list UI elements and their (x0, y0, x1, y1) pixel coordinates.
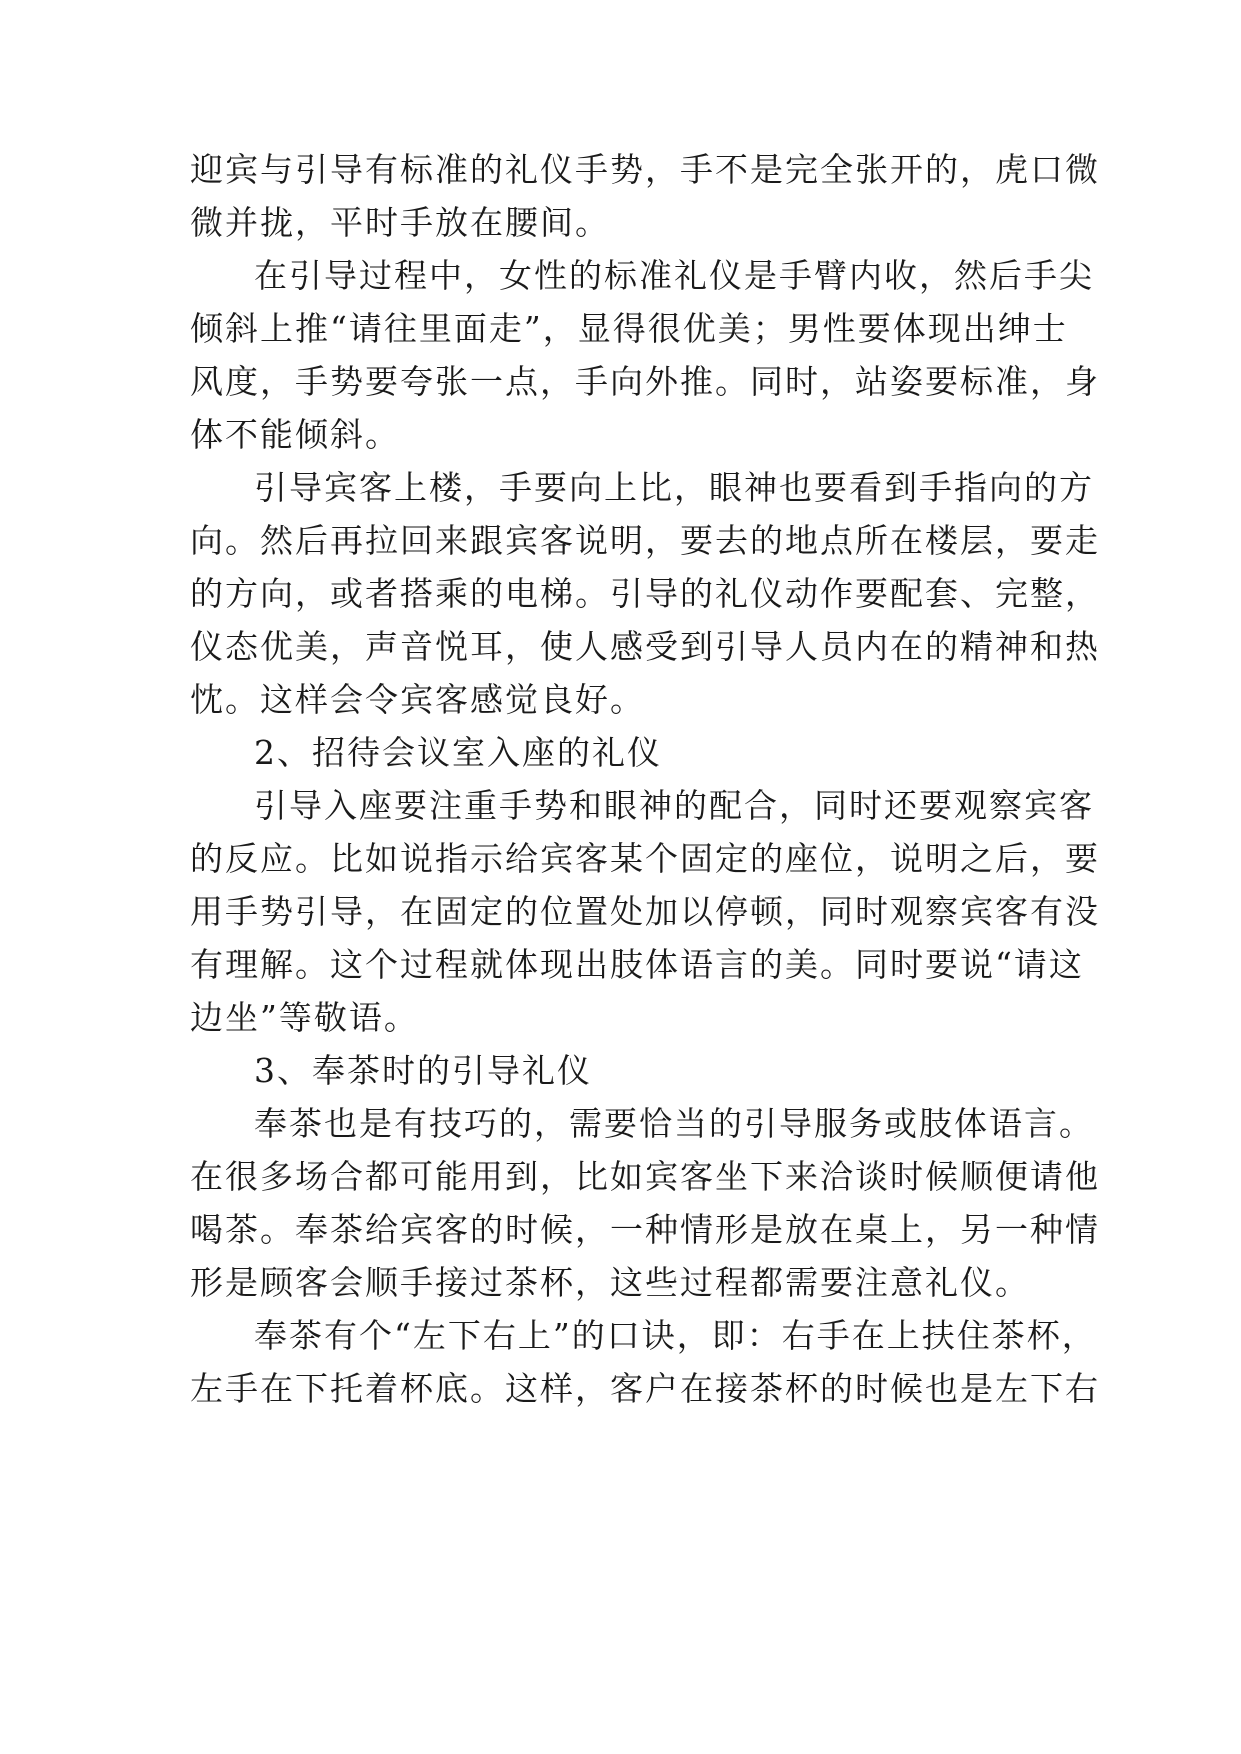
text-line: 边坐”等敬语。 (190, 998, 419, 1037)
text-line: 向。然后再拉回来跟宾客说明，要去的地点所在楼层，要走 (190, 521, 1100, 560)
text-line: 微并拢，平时手放在腰间。 (190, 203, 610, 242)
text-line: 风度，手势要夸张一点，手向外推。同时，站姿要标准，身 (190, 362, 1100, 401)
section-heading: 2、招待会议室入座的礼仪 (254, 733, 662, 772)
text-line: 用手势引导，在固定的位置处加以停顿，同时观察宾客有没 (190, 892, 1100, 931)
text-line: 在很多场合都可能用到，比如宾客坐下来洽谈时候顺便请他 (190, 1157, 1100, 1196)
text-line: 体不能倾斜。 (190, 415, 400, 454)
text-line: 的方向，或者搭乘的电梯。引导的礼仪动作要配套、完整， (190, 574, 1100, 613)
text-line: 忱。这样会令宾客感觉良好。 (190, 680, 645, 719)
paragraph-start-line: 引导宾客上楼，手要向上比，眼神也要看到手指向的方 (254, 468, 1094, 507)
text-line: 形是顾客会顺手接过茶杯，这些过程都需要注意礼仪。 (190, 1263, 1030, 1302)
text-line: 有理解。这个过程就体现出肢体语言的美。同时要说“请这 (190, 945, 1084, 984)
text-line: 左手在下托着杯底。这样，客户在接茶杯的时候也是左下右 (190, 1369, 1100, 1408)
paragraph-start-line: 在引导过程中，女性的标准礼仪是手臂内收，然后手尖 (254, 256, 1094, 295)
paragraph-start-line: 奉茶有个“左下右上”的口诀，即：右手在上扶住茶杯， (254, 1316, 1097, 1355)
text-line: 喝茶。奉茶给宾客的时候，一种情形是放在桌上，另一种情 (190, 1210, 1100, 1249)
text-line: 倾斜上推“请往里面走”，显得很优美；男性要体现出绅士 (190, 309, 1068, 348)
section-heading: 3、奉茶时的引导礼仪 (254, 1051, 592, 1090)
text-line: 迎宾与引导有标准的礼仪手势，手不是完全张开的，虎口微 (190, 150, 1100, 189)
paragraph-start-line: 奉茶也是有技巧的，需要恰当的引导服务或肢体语言。 (254, 1104, 1094, 1143)
text-line: 的反应。比如说指示给宾客某个固定的座位，说明之后，要 (190, 839, 1100, 878)
paragraph-start-line: 引导入座要注重手势和眼神的配合，同时还要观察宾客 (254, 786, 1094, 825)
text-line: 仪态优美，声音悦耳，使人感受到引导人员内在的精神和热 (190, 627, 1100, 666)
